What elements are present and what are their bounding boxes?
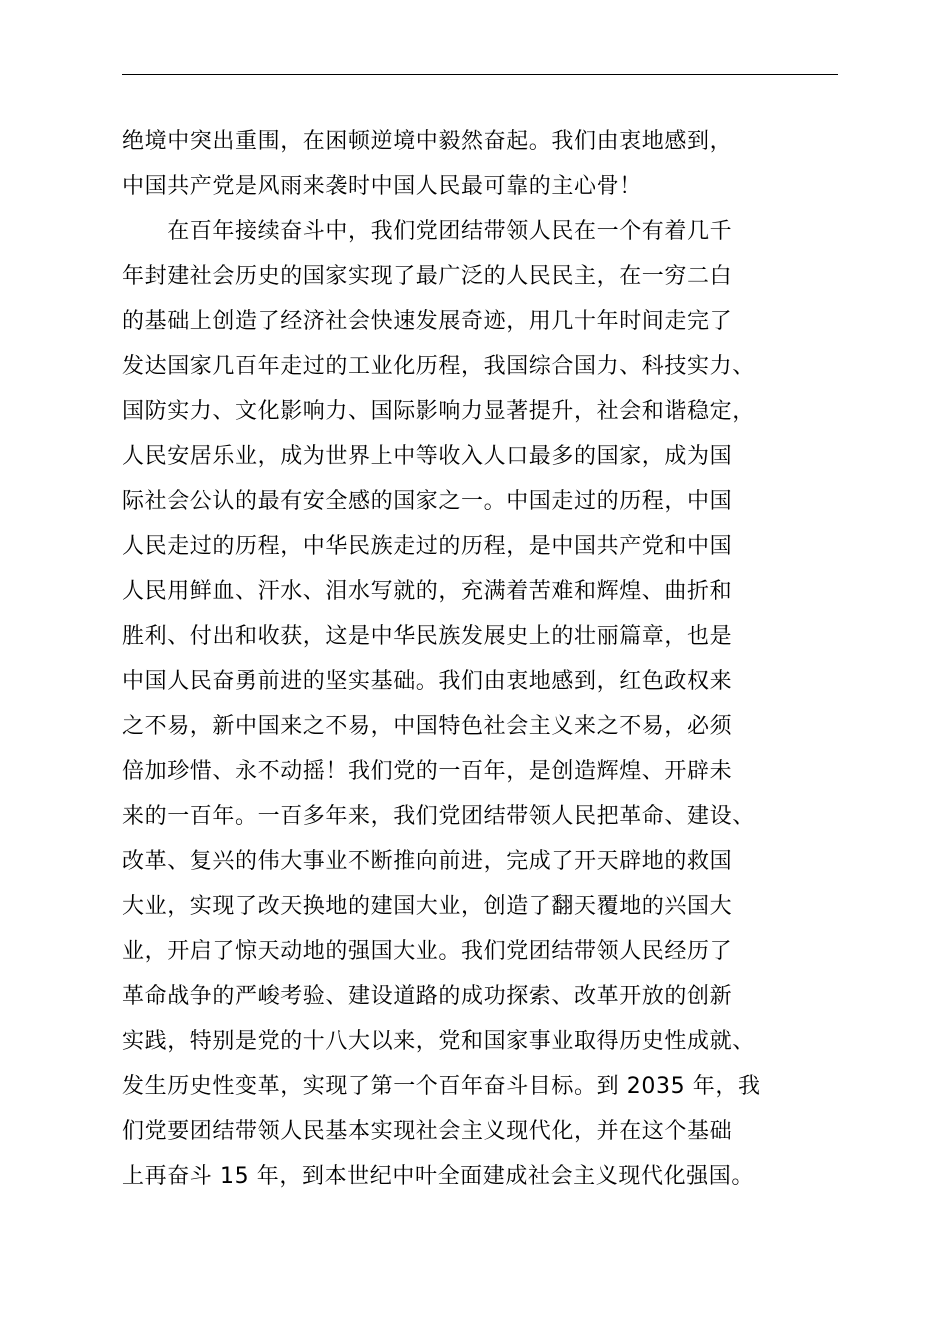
text-line: 的基础上创造了经济社会快速发展奇迹，用几十年时间走完了 — [122, 309, 733, 334]
text-line: 胜利、付出和收获，这是中华民族发展史上的壮丽篇章，也是 — [122, 624, 733, 649]
text-line: 国防实力、文化影响力、国际影响力显著提升，社会和谐稳定， — [122, 399, 755, 424]
text-line: 中国共产党是风雨来袭时中国人民最可靠的主心骨！ — [122, 174, 642, 199]
text-line: 革命战争的严峻考验、建设道路的成功探索、改革开放的创新 — [122, 984, 733, 1009]
text-line: 年封建社会历史的国家实现了最广泛的人民民主，在一穷二白 — [122, 264, 733, 289]
text-line: 发生历史性变革，实现了第一个百年奋斗目标。到 2035 年，我 — [122, 1074, 761, 1099]
text-line: 大业，实现了改天换地的建国大业，创造了翻天覆地的兴国大 — [122, 894, 733, 919]
text-line: 改革、复兴的伟大事业不断推向前进，完成了开天辟地的救国 — [122, 849, 733, 874]
text-line: 来的一百年。一百多年来，我们党团结带领人民把革命、建设、 — [122, 804, 755, 829]
text-line: 倍加珍惜、永不动摇！我们党的一百年，是创造辉煌、开辟未 — [122, 759, 733, 784]
text-line: 际社会公认的最有安全感的国家之一。中国走过的历程，中国 — [122, 489, 733, 514]
header-rule — [122, 74, 838, 75]
text-line: 人民走过的历程，中华民族走过的历程，是中国共产党和中国 — [122, 534, 733, 559]
text-line: 人民安居乐业，成为世界上中等收入人口最多的国家，成为国 — [122, 444, 733, 469]
text-line: 绝境中突出重围，在困顿逆境中毅然奋起。我们由衷地感到， — [122, 129, 733, 154]
text-line: 实践，特别是党的十八大以来，党和国家事业取得历史性成就、 — [122, 1029, 755, 1054]
document-body — [122, 119, 862, 1199]
text-line: 人民用鲜血、汗水、泪水写就的，充满着苦难和辉煌、曲折和 — [122, 579, 733, 604]
text-line: 上再奋斗 15 年，到本世纪中叶全面建成社会主义现代化强国。 — [122, 1164, 754, 1189]
text-line: 在百年接续奋斗中，我们党团结带领人民在一个有着几千 — [122, 219, 733, 244]
text-line: 中国人民奋勇前进的坚实基础。我们由衷地感到，红色政权来 — [122, 669, 733, 694]
text-line: 之不易，新中国来之不易，中国特色社会主义来之不易，必须 — [122, 714, 733, 739]
text-line: 业，开启了惊天动地的强国大业。我们党团结带领人民经历了 — [122, 939, 733, 964]
text-line: 发达国家几百年走过的工业化历程，我国综合国力、科技实力、 — [122, 354, 755, 379]
text-line: 们党要团结带领人民基本实现社会主义现代化，并在这个基础 — [122, 1119, 733, 1144]
